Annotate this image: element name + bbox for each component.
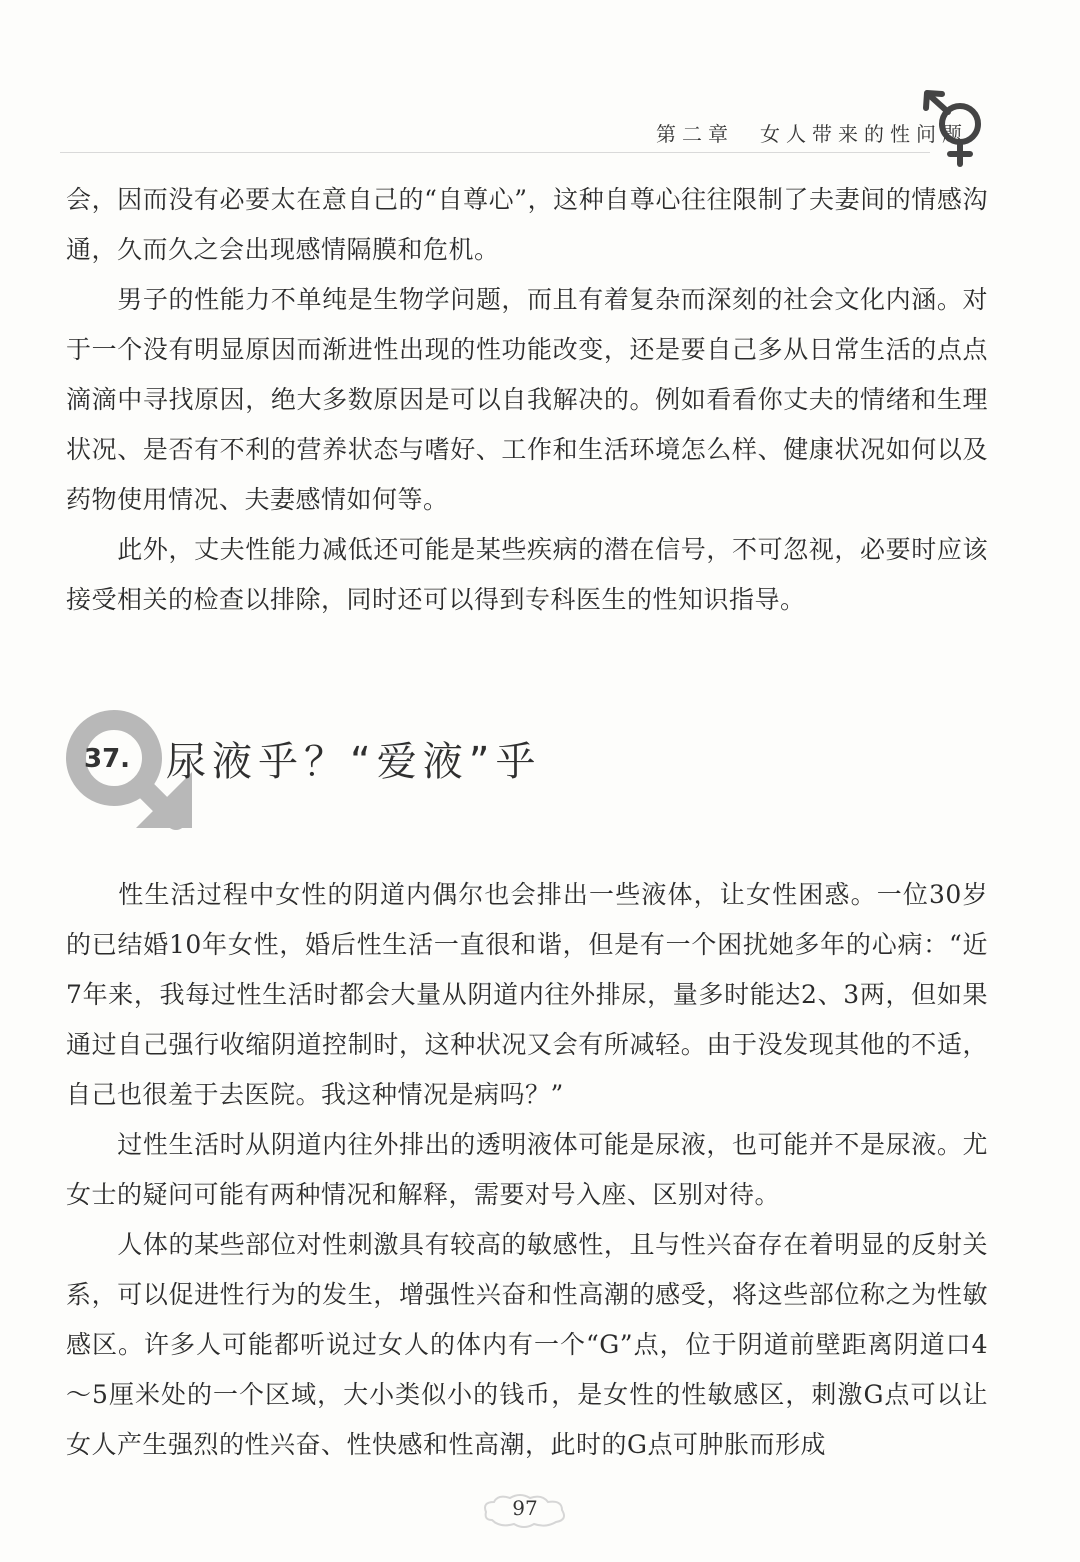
section-number: 37. xyxy=(84,744,131,774)
paragraph-explanation: 过性生活时从阴道内往外排出的透明液体可能是尿液，也可能并不是尿液。尤女士的疑问可能有两种情况和解释，需要对号入座、区别对待。 xyxy=(66,1130,988,1209)
gender-symbol-icon xyxy=(922,88,994,168)
paragraph-case-story: 性生活过程中女性的阴道内偶尔也会排出一些液体，让女性困惑。一位30岁的已结婚10年女性，婚后性生活一直很和谐，但是有一个困扰她多年的心病：“近7年来，我每过性生活时都会大量从阴道内往外排尿，量多时能达2、3两，但如果通过自己强行收缩阴道控制时，这种状况又会有所减轻。由于没发现其他的不适，自己也很羞于去医院。我这种情况是病吗？” xyxy=(66,880,988,1109)
paragraph-continuation: 会，因而没有必要太在意自己的“自尊心”，这种自尊心往往限制了夫妻间的情感沟通，久而久之会出现感情隔膜和危机。 xyxy=(66,185,988,264)
chapter-running-header: 第二章 女人带来的性问题 xyxy=(656,122,968,146)
page-number-badge xyxy=(480,1490,570,1530)
page-number: 97 xyxy=(512,1496,538,1520)
header-rule xyxy=(60,152,930,153)
paragraph-g-spot: 人体的某些部位对性刺激具有较高的敏感性，且与性兴奋存在着明显的反射关系，可以促进性行为的发生，增强性兴奋和性高潮的感受，将这些部位称之为性敏感区。许多人可能都听说过女人的体内有一个“G”点，位于阴道前壁距离阴道口4～5厘米处的一个区域，大小类似小的钱币，是女性的性敏感区，刺激G点可以让女人产生强烈的性兴奋、性快感和性高潮，此时的G点可肿胀而形成 xyxy=(66,1230,988,1459)
section-heading xyxy=(64,700,624,840)
paragraph-sexual-ability: 男子的性能力不单纯是生物学问题，而且有着复杂而深刻的社会文化内涵。对于一个没有明显原因而渐进性出现的性功能改变，还是要自己多从日常生活的点点滴滴中寻找原因，绝大多数原因是可以自我解决的。例如看看你丈夫的情绪和生理状况、是否有不利的营养状态与嗜好、工作和生活环境怎么样、健康状况如何以及药物使用情况、夫妻感情如何等。 xyxy=(66,285,988,514)
paragraph-disease-signal: 此外，丈夫性能力减低还可能是某些疾病的潜在信号，不可忽视，必要时应该接受相关的检查以排除，同时还可以得到专科医生的性知识指导。 xyxy=(66,535,988,614)
section-title: 尿液乎？“爱液”乎 xyxy=(166,739,542,785)
